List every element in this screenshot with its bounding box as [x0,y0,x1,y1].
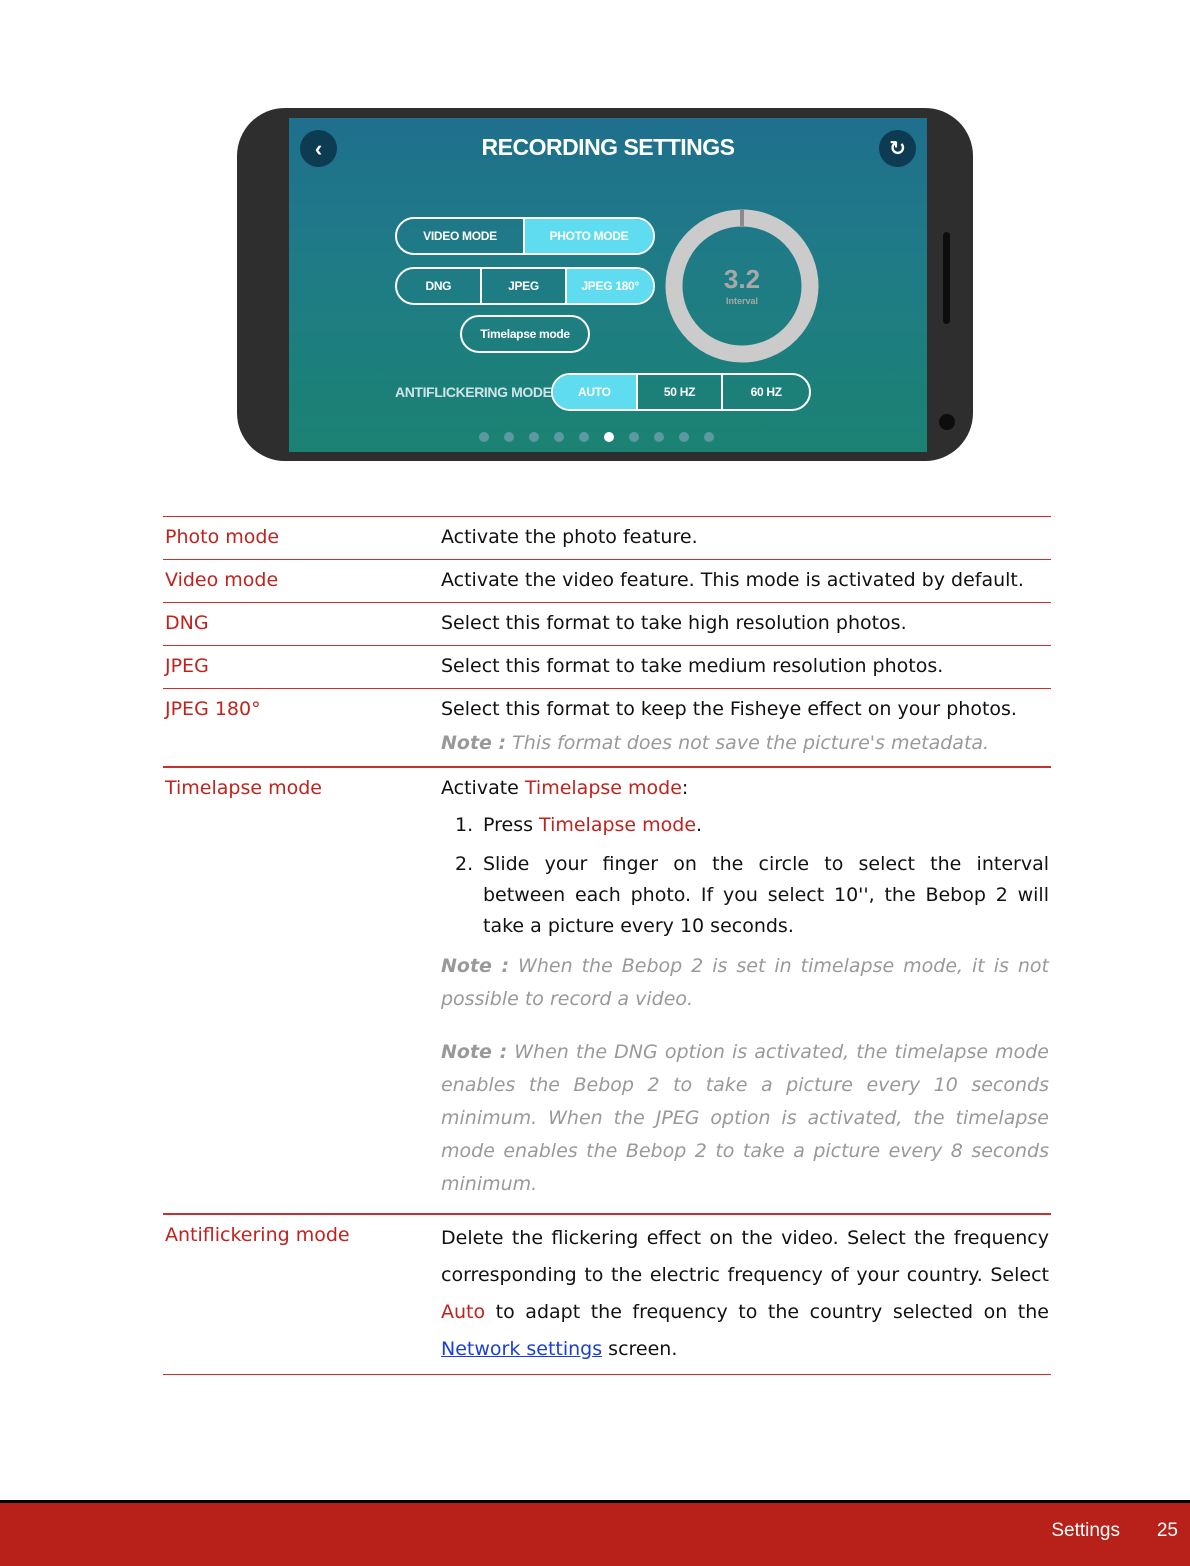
table-row [163,517,1051,560]
list-item [455,810,1049,841]
phone-side-button [943,232,950,324]
desc-timelapse [441,773,1049,804]
table-row [163,689,1051,768]
timelapse-steps [441,810,1049,942]
dng-button[interactable]: DNG [425,279,452,293]
network-settings-link[interactable]: Network settings [441,1338,603,1360]
60hz-button[interactable]: 60 HZ [721,375,809,409]
footer-section: Settings [1051,1520,1120,1541]
note-timelapse-video [441,950,1049,1016]
desc-photo-mode: Activate the photo feature. [441,526,698,548]
step-text [483,810,1049,841]
desc-antiflickering [439,1214,1051,1375]
term-dng: DNG [165,612,209,634]
page-indicator [479,432,714,442]
antiflickering-label: ANTIFLICKERING MODE [395,384,552,400]
desc-jpeg-180: Select this format to keep the Fisheye effect on your photos. [441,698,1017,720]
desc-text: Delete the flickering effect on the video. Select the frequency corresponding to the electric frequency of your country. Select [441,1227,1049,1286]
50hz-button[interactable]: 50 HZ [636,375,722,409]
term-timelapse-mode: Timelapse mode [165,777,322,799]
interval-label: Interval [725,296,758,306]
term-jpeg: JPEG [165,655,209,677]
table-row [163,1214,1051,1375]
desc-text: : [681,777,689,799]
page-number: 25 [1156,1520,1178,1541]
video-mode-button[interactable]: VIDEO MODE [423,229,497,243]
desc-text: Activate [441,777,525,799]
table-row [163,767,1051,1214]
step-number: 1. [455,814,474,836]
settings-table [163,516,1051,1375]
page-dot [629,432,639,442]
step-text-part: Press [483,814,540,836]
phone-illustration [237,108,973,461]
page-dot-active [604,432,614,442]
page-footer [0,1500,1190,1566]
step-text: Slide your finger on the circle to select the interval between each photo. If you select 10'', the Bebop 2 will take a picture every 10 seconds. [483,853,1049,937]
note-text: When the Bebop 2 is set in timelapse mode, it is not possible to record a video. [441,955,1049,1010]
desc-dng: Select this format to take high resolution photos. [441,612,907,634]
desc-text: to adapt the frequency to the country selected on the [485,1301,1049,1323]
jpeg-180-button[interactable]: JPEG 180° [565,269,653,303]
note-label: Note : [441,732,507,754]
term-jpeg-180: JPEG 180° [165,698,261,720]
page-dot [504,432,514,442]
page-dot [554,432,564,442]
page-dot [479,432,489,442]
page-dot [529,432,539,442]
mode-selector [395,217,655,255]
reset-icon[interactable]: ↻ [879,130,916,167]
recording-settings-screen [289,118,927,452]
note-jpeg-180 [441,727,1049,760]
timelapse-reference: Timelapse mode [524,777,682,799]
jpeg-button[interactable]: JPEG [480,269,566,303]
antiflickering-selector [551,373,811,411]
screen-title: RECORDING SETTINGS [481,134,735,160]
photo-mode-button[interactable]: PHOTO MODE [523,219,653,253]
table-row [163,560,1051,603]
term-antiflickering-mode: Antiflickering mode [165,1224,350,1246]
desc-jpeg: Select this format to take medium resolution photos. [441,655,944,677]
interval-value: 3.2 [723,264,761,294]
note-label: Note : [441,955,510,977]
note-text: This format does not save the picture's metadata. [506,732,990,754]
timelapse-mode-button[interactable]: Timelapse mode [460,315,590,353]
note-text: When the DNG option is activated, the timelapse mode enables the Bebop 2 to take a picture every 10 seconds minimum. When the JPEG option is activated, the timelapse mode enables the Bebop 2 to take a picture every 8 seconds minimum. [441,1041,1049,1195]
page-dot [704,432,714,442]
desc-video-mode: Activate the video feature. This mode is activated by default. [441,569,1024,591]
note-label: Note : [441,1041,508,1063]
desc-text: screen. [602,1338,678,1360]
term-video-mode: Video mode [165,569,279,591]
page-dot [679,432,689,442]
timelapse-reference: Timelapse mode [539,814,697,836]
format-selector [395,267,655,305]
table-row [163,646,1051,689]
page-dot [579,432,589,442]
auto-button[interactable]: AUTO [553,375,636,409]
term-photo-mode: Photo mode [165,526,280,548]
auto-reference: Auto [441,1301,486,1323]
phone-camera [939,414,955,430]
step-number: 2. [455,853,474,875]
step-text-part: . [696,814,703,836]
list-item [455,849,1049,942]
table-row [163,603,1051,646]
page-dot [654,432,664,442]
note-timelapse-minimum [441,1036,1049,1201]
chevron-left-icon[interactable]: ‹ [300,130,337,167]
